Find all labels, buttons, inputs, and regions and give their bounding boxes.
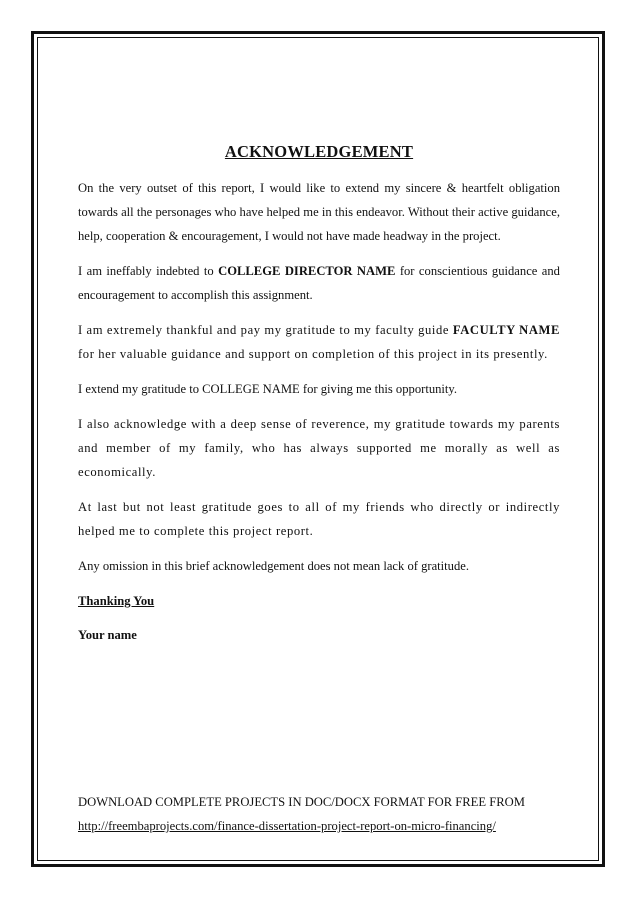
paragraph-opening: On the very outset of this report, I would like to extend my sincere & heartfelt obligation towards all the personages who have helped me in this endeavor. Without their active guidance, help, cooperation & encouragement, I would not have made headway in the project.: [78, 181, 560, 243]
paragraph-college: I extend my gratitude to COLLEGE NAME for giving me this opportunity.: [78, 382, 458, 396]
paragraph-omission: Any omission in this brief acknowledgement does not mean lack of gratitude.: [78, 559, 470, 573]
download-footer: [78, 790, 578, 838]
faculty-text-after: for her valuable guidance and support on completion of this project in its presently.: [78, 347, 548, 361]
download-link[interactable]: http://freembaprojects.com/finance-dissertation-project-report-on-micro-financing/: [78, 819, 496, 833]
page-title: ACKNOWLEDGEMENT: [224, 142, 414, 161]
paragraph-family: I also acknowledge with a deep sense of reverence, my gratitude towards my parents and member of my family, who has always supported me morally as well as economically.: [78, 417, 560, 479]
director-text-before: I am ineffably indebted to: [78, 264, 219, 278]
signature-name: Your name: [78, 628, 137, 642]
download-text: DOWNLOAD COMPLETE PROJECTS IN DOC/DOCX FORMAT FOR FREE FROM: [78, 795, 525, 809]
paragraph-faculty: [78, 318, 560, 366]
faculty-name: FACULTY NAME: [452, 323, 561, 337]
closing-line: Thanking You: [78, 594, 155, 608]
faculty-text-before: I am extremely thankful and pay my gratitude to my faculty guide: [78, 323, 453, 337]
paragraph-director: [78, 259, 560, 307]
director-text-after: for conscientious guidance and encouragement to accomplish this assignment.: [78, 264, 560, 302]
document-body: [78, 142, 560, 657]
director-name: COLLEGE DIRECTOR NAME: [218, 264, 396, 278]
paragraph-friends: At last but not least gratitude goes to all of my friends who directly or indirectly helped me to complete this project report.: [78, 500, 560, 538]
